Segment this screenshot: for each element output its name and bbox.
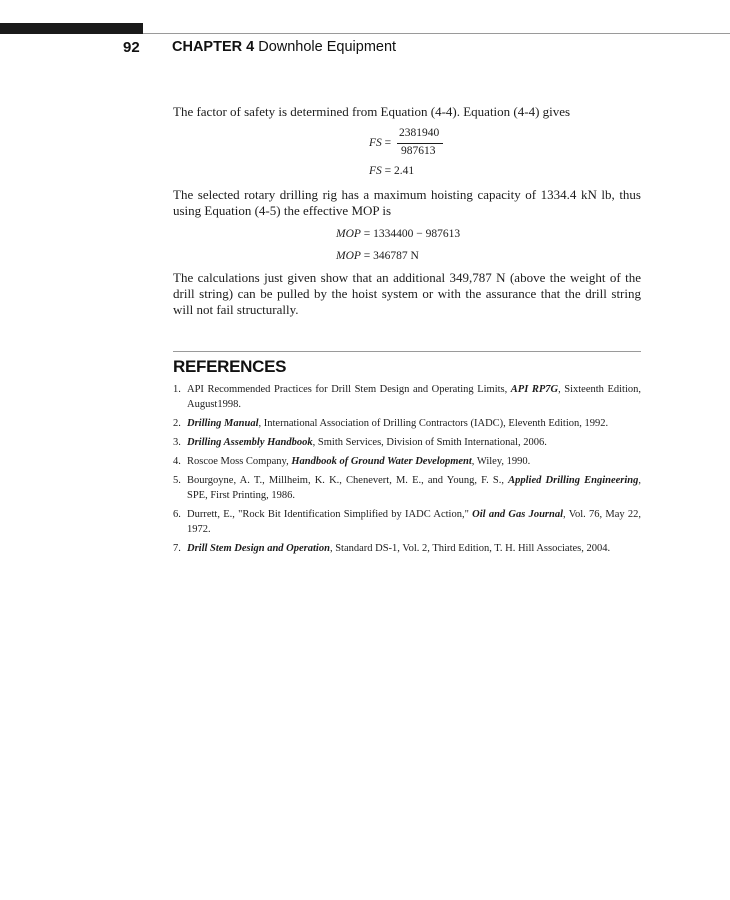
reference-item xyxy=(173,382,641,412)
equation-fs-equals: = xyxy=(381,137,392,149)
reference-details: , International Association of Drilling Contractors (IADC), Eleventh Edition, 1992. xyxy=(258,418,609,429)
reference-number: 7. xyxy=(173,543,181,554)
equation-mop-2 xyxy=(336,250,419,262)
reference-number: 3. xyxy=(173,437,181,448)
reference-item xyxy=(173,416,641,431)
equation-fs-result-value: = 2.41 xyxy=(381,165,415,177)
reference-number: 6. xyxy=(173,509,181,520)
equation-fs-result xyxy=(369,165,414,177)
equation-mop-1 xyxy=(336,228,460,240)
reference-item xyxy=(173,454,641,469)
reference-number: 4. xyxy=(173,456,181,467)
references-list xyxy=(173,382,641,560)
reference-title: Applied Drilling Engineering xyxy=(508,475,639,486)
reference-number: 2. xyxy=(173,418,181,429)
chapter-label: CHAPTER 4 xyxy=(172,39,255,55)
reference-text: Bourgoyne, A. T., Millheim, K. K., Chenevert, M. E., and Young, F. S., xyxy=(187,475,509,486)
reference-details: , Standard DS-1, Vol. 2, Third Edition, T. H. Hill Associates, 2004. xyxy=(329,543,611,554)
header-rule xyxy=(143,33,730,34)
equation-mop-2-result: = 346787 N xyxy=(360,250,419,262)
equation-mop-1-expression: = 1334400 − 987613 xyxy=(360,228,461,240)
reference-text: Durrett, E., "Rock Bit Identification Simplified by IADC Action," xyxy=(187,509,473,520)
reference-number: 5. xyxy=(173,475,181,486)
equation-mop-2-variable: MOP xyxy=(336,250,361,262)
paragraph-calculations: The calculations just given show that an additional 349,787 N (above the weight of the drill string) can be pulled by the hoist system or with the assurance that the drill string will not fail structurally. xyxy=(173,270,641,317)
paragraph-hoisting-capacity-text: The selected rotary drilling rig has a maximum hoisting capacity of 1334.4 kN lb, thus using Equation (4-5) the effective MOP is xyxy=(173,187,641,218)
references-heading: REFERENCES xyxy=(173,357,287,376)
reference-text: Roscoe Moss Company, xyxy=(187,456,292,467)
reference-item xyxy=(173,473,641,503)
reference-item xyxy=(173,507,641,537)
reference-title: Oil and Gas Journal xyxy=(472,509,564,520)
equation-fs-result-variable: FS xyxy=(369,165,382,177)
reference-details: , Vol. 76, May 22, 1972. xyxy=(187,509,641,535)
reference-details: , Wiley, 1990. xyxy=(471,456,531,467)
reference-details: , SPE, First Printing, 1986. xyxy=(187,475,641,501)
reference-text: API Recommended Practices for Drill Stem Design and Operating Limits, xyxy=(187,384,511,395)
reference-number: 1. xyxy=(173,384,181,395)
reference-item xyxy=(173,435,641,450)
chapter-title: Downhole Equipment xyxy=(258,39,397,55)
reference-title: API RP7G xyxy=(510,384,559,395)
equation-fs-variable: FS xyxy=(369,137,382,149)
equation-fs-lhs xyxy=(369,137,391,149)
paragraph-factor-of-safety: The factor of safety is determined from Equation (4-4). Equation (4-4) gives xyxy=(173,104,571,119)
reference-title: Drill Stem Design and Operation xyxy=(187,543,330,554)
equation-fs-denominator: 987613 xyxy=(401,145,436,157)
reference-item xyxy=(173,541,641,556)
header-bar xyxy=(0,23,143,34)
reference-title: Drilling Manual xyxy=(187,418,259,429)
page-number: 92 xyxy=(123,39,140,56)
references-rule xyxy=(173,351,641,352)
running-head xyxy=(172,39,396,55)
reference-title: Handbook of Ground Water Development xyxy=(291,456,472,467)
equation-mop-1-variable: MOP xyxy=(336,228,361,240)
reference-details: , Smith Services, Division of Smith International, 2006. xyxy=(312,437,547,448)
reference-title: Drilling Assembly Handbook xyxy=(187,437,313,448)
fraction-bar xyxy=(397,143,443,144)
equation-fs-numerator: 2381940 xyxy=(399,127,440,139)
paragraph-hoisting-capacity xyxy=(173,187,641,219)
reference-details: , Sixteenth Edition, August1998. xyxy=(187,384,641,410)
